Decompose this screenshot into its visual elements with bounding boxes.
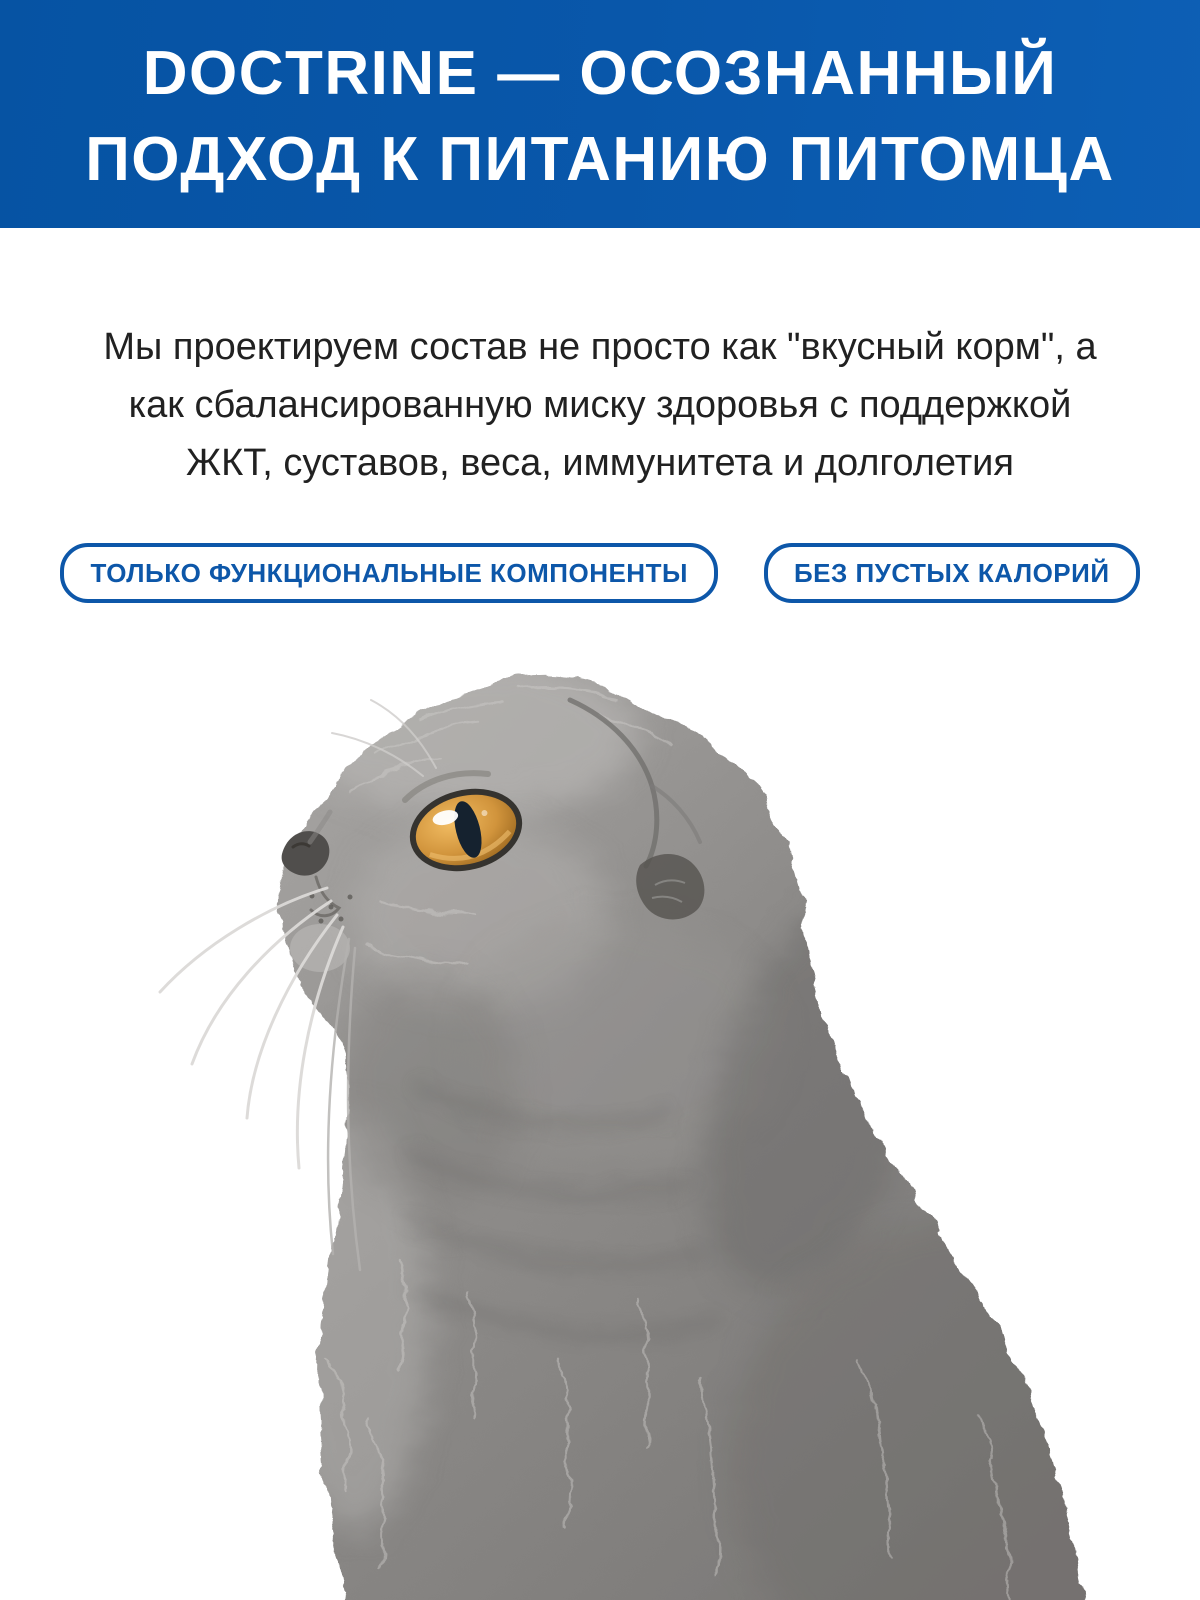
- intro-paragraph: [0, 318, 1200, 492]
- badge-no-empty-calories: [764, 543, 1140, 603]
- page-title-line1: DOCTRINE — ОСОЗНАННЫЙ: [142, 39, 1058, 108]
- badge-label: ТОЛЬКО ФУНКЦИОНАЛЬНЫЕ КОМПОНЕНТЫ: [90, 557, 688, 588]
- badge-label: БЕЗ ПУСТЫХ КАЛОРИЙ: [793, 557, 1110, 588]
- badge-row: [0, 543, 1200, 603]
- page-title-line2: ПОДХОД К ПИТАНИЮ ПИТОМЦА: [85, 125, 1115, 194]
- header-banner: [0, 0, 1200, 228]
- cat-photo: [0, 660, 1200, 1600]
- badge-functional-components: [60, 543, 717, 603]
- intro-line-2: как сбалансированную миску здоровья с поддержкой: [128, 384, 1072, 426]
- intro-line-1: Мы проектируем состав не просто как "вкусный корм", а: [103, 326, 1097, 368]
- intro-line-3: ЖКТ, суставов, веса, иммунитета и долголетия: [185, 442, 1014, 484]
